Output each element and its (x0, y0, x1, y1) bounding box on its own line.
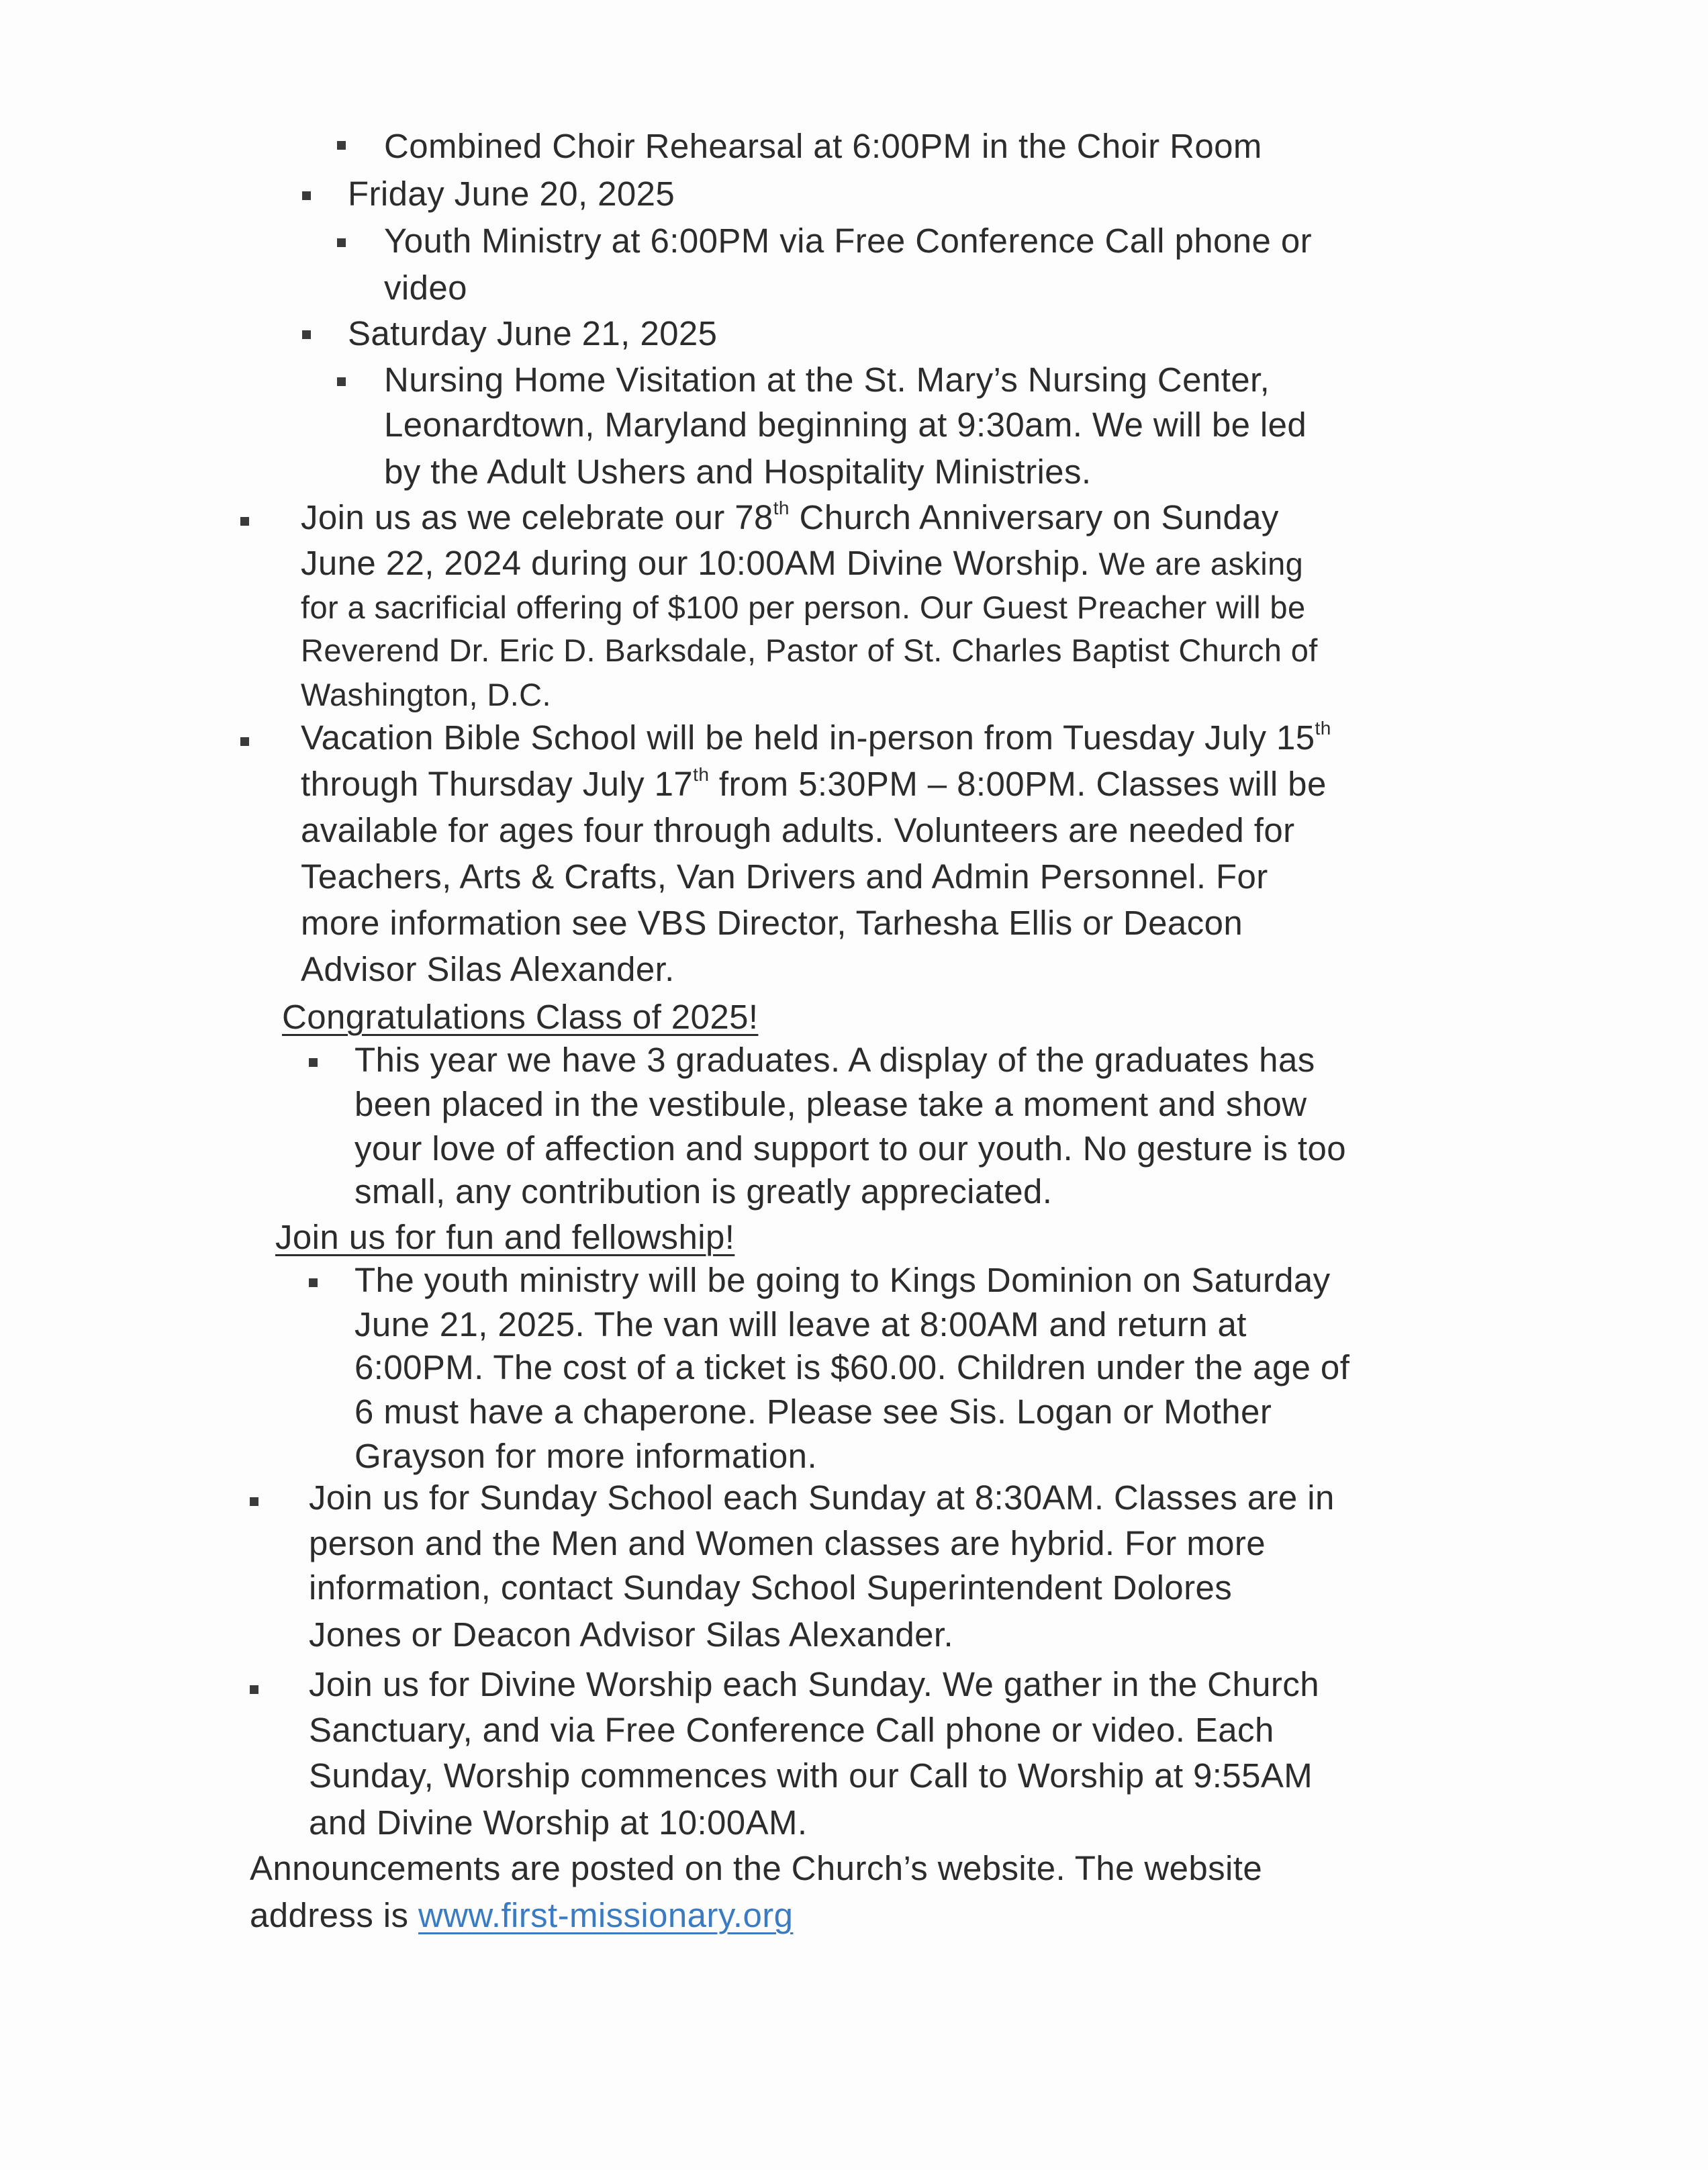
youth-ministry-item: Youth Ministry at 6:00PM via Free Conference Call phone or (384, 222, 1313, 260)
website-link[interactable]: www.first-missionary.org (418, 1896, 794, 1934)
worship-line-3: Sunday, Worship commences with our Call to Worship at 9:55AM (309, 1756, 1313, 1795)
fellowship-line-2: June 21, 2025. The van will leave at 8:00AM and return at (354, 1305, 1247, 1343)
sunday-school-line-1: Join us for Sunday School each Sunday at 8:30AM. Classes are in (309, 1478, 1335, 1517)
choir-rehearsal-item: Combined Choir Rehearsal at 6:00PM in the Choir Room (384, 127, 1262, 165)
bullet-icon (302, 330, 311, 339)
fellowship-line-3: 6:00PM. The cost of a ticket is $60.00. Children under the age of (354, 1348, 1350, 1386)
bullet-icon (250, 1497, 258, 1506)
anniversary-line-4: Reverend Dr. Eric D. Barksdale, Pastor of St. Charles Baptist Church of (301, 632, 1318, 668)
bullet-icon (337, 141, 346, 150)
sunday-school-line-2: person and the Men and Women classes are hybrid. For more (309, 1524, 1266, 1562)
nursing-visit-line-2: Leonardtown, Maryland beginning at 9:30am. We will be led (384, 406, 1307, 444)
bullet-icon (337, 377, 346, 386)
anniversary-line-1: Join us as we celebrate our 78th Church Anniversary on Sunday (301, 498, 1279, 536)
vbs-line-3: available for ages four through adults. Volunteers are needed for (301, 811, 1295, 849)
bullet-icon (240, 737, 249, 746)
youth-ministry-item-cont: video (384, 269, 467, 307)
worship-line-4: and Divine Worship at 10:00AM. (309, 1803, 808, 1842)
graduates-heading: Congratulations Class of 2025! (282, 998, 759, 1036)
graduates-line-1: This year we have 3 graduates. A display of the graduates has (354, 1041, 1315, 1079)
vbs-line-1: Vacation Bible School will be held in-person from Tuesday July 15th (301, 718, 1331, 757)
bullet-icon (302, 191, 311, 200)
graduates-line-3: your love of affection and support to our youth. No gesture is too (354, 1129, 1347, 1168)
sunday-school-line-3: information, contact Sunday School Superintendent Dolores (309, 1568, 1233, 1607)
sunday-school-line-4: Jones or Deacon Advisor Silas Alexander. (309, 1615, 954, 1654)
vbs-line-6: Advisor Silas Alexander. (301, 950, 675, 988)
footer-line-2: address is www.first-missionary.org (250, 1896, 794, 1934)
nursing-visit-line-3: by the Adult Ushers and Hospitality Ministries. (384, 453, 1092, 491)
anniversary-line-3: for a sacrificial offering of $100 per person. Our Guest Preacher will be (301, 589, 1306, 625)
graduates-line-4: small, any contribution is greatly appreciated. (354, 1172, 1053, 1211)
fellowship-line-4: 6 must have a chaperone. Please see Sis. Logan or Mother (354, 1393, 1272, 1431)
bullet-icon (309, 1278, 318, 1287)
friday-date: Friday June 20, 2025 (348, 175, 675, 213)
bullet-icon (250, 1685, 258, 1694)
footer-line-1: Announcements are posted on the Church’s website. The website (250, 1849, 1263, 1887)
saturday-date: Saturday June 21, 2025 (348, 314, 718, 352)
bullet-icon (337, 238, 346, 247)
vbs-line-5: more information see VBS Director, Tarhesha Ellis or Deacon (301, 904, 1243, 942)
worship-line-2: Sanctuary, and via Free Conference Call phone or video. Each (309, 1711, 1274, 1749)
worship-line-1: Join us for Divine Worship each Sunday. We gather in the Church (309, 1665, 1319, 1703)
nursing-visit-line-1: Nursing Home Visitation at the St. Mary’s Nursing Center, (384, 361, 1270, 399)
fellowship-line-1: The youth ministry will be going to Kings Dominion on Saturday (354, 1261, 1331, 1299)
vbs-line-4: Teachers, Arts & Crafts, Van Drivers and Admin Personnel. For (301, 857, 1268, 896)
bullet-icon (309, 1058, 318, 1067)
graduates-line-2: been placed in the vestibule, please take a moment and show (354, 1085, 1307, 1123)
fellowship-line-5: Grayson for more information. (354, 1437, 818, 1475)
vbs-line-2: through Thursday July 17th from 5:30PM – 8:00PM. Classes will be (301, 764, 1327, 803)
anniversary-line-2: June 22, 2024 during our 10:00AM Divine Worship. We are asking (301, 544, 1304, 582)
bullet-icon (240, 517, 249, 526)
fellowship-heading: Join us for fun and fellowship! (275, 1218, 735, 1256)
anniversary-line-5: Washington, D.C. (301, 677, 551, 712)
